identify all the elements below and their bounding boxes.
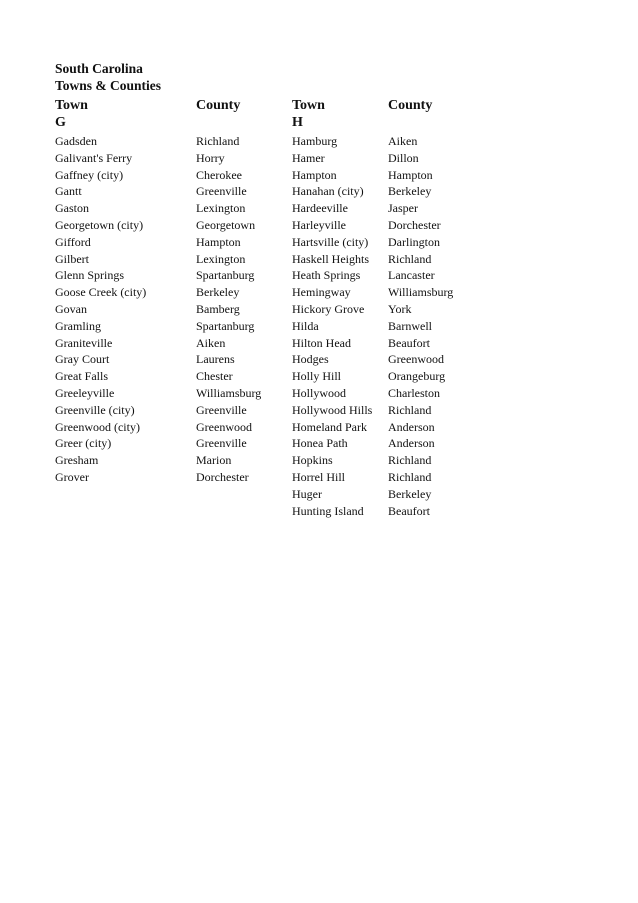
- h-county-cell: Beaufort: [388, 335, 430, 350]
- h-county-cell: Richland: [388, 251, 432, 266]
- header-town-right: Town: [292, 98, 325, 113]
- g-county-cell: Berkeley: [196, 285, 240, 300]
- document-subtitle: Towns & Counties: [55, 78, 162, 93]
- header-county-right: County: [388, 98, 433, 113]
- h-county-cell: Barnwell: [388, 318, 432, 333]
- g-county-cell: Lexington: [196, 201, 246, 216]
- g-town-cell: Glenn Springs: [55, 268, 124, 283]
- h-town-cell: Harleyville: [292, 217, 346, 232]
- header-county-left: County: [196, 98, 241, 113]
- g-town-cell: Graniteville: [55, 335, 113, 350]
- h-town-cell: Holly Hill: [292, 369, 342, 384]
- h-town-cell: Hollywood Hills: [292, 402, 373, 417]
- h-town-cell: Hodges: [292, 352, 329, 367]
- g-county-cell: Hampton: [196, 234, 241, 249]
- g-county-cell: Marion: [196, 453, 232, 468]
- g-town-cell: Govan: [55, 301, 87, 316]
- h-town-cell: Hemingway: [292, 285, 351, 300]
- g-town-cell: Gilbert: [55, 251, 89, 266]
- g-town-cell: Great Falls: [55, 369, 108, 384]
- h-town-cell: Hanahan (city): [292, 184, 364, 199]
- g-town-cell: Greenville (city): [55, 402, 135, 417]
- h-county-cell: Richland: [388, 402, 432, 417]
- h-county-cell: Lancaster: [388, 268, 435, 283]
- h-county-cell: Richland: [388, 469, 432, 484]
- g-county-cell: Aiken: [196, 335, 226, 350]
- h-county-cell: Williamsburg: [388, 285, 454, 300]
- h-town-cell: Haskell Heights: [292, 251, 369, 266]
- g-town-cell: Galivant's Ferry: [55, 150, 133, 165]
- h-town-cell: Homeland Park: [292, 419, 367, 434]
- h-county-cell: Richland: [388, 453, 432, 468]
- h-town-cell: Hunting Island: [292, 503, 364, 518]
- g-towns-column: [55, 133, 146, 486]
- h-town-cell: Hardeeville: [292, 201, 348, 216]
- g-county-cell: Cherokee: [196, 167, 242, 182]
- h-county-cell: Aiken: [388, 134, 418, 148]
- h-county-cell: Jasper: [388, 201, 418, 216]
- g-county-cell: Greenville: [196, 184, 247, 199]
- g-town-cell: Georgetown (city): [55, 217, 144, 232]
- h-town-cell: Hilda: [292, 318, 319, 333]
- g-county-cell: Dorchester: [196, 469, 249, 484]
- g-county-cell: Horry: [196, 150, 225, 165]
- g-county-cell: Greenville: [196, 436, 247, 451]
- g-county-cell: Spartanburg: [196, 318, 255, 333]
- g-town-cell: Gresham: [55, 453, 99, 468]
- h-towns-column: [292, 133, 372, 519]
- g-counties-column: [196, 133, 261, 486]
- g-county-cell: Georgetown: [196, 217, 256, 232]
- g-county-cell: Greenwood: [196, 419, 252, 434]
- h-town-cell: Horrel Hill: [292, 469, 345, 484]
- h-town-cell: Hollywood: [292, 385, 346, 400]
- state-title: South Carolina: [55, 61, 143, 76]
- g-county-cell: Spartanburg: [196, 268, 255, 283]
- g-county-cell: Laurens: [196, 352, 235, 367]
- g-town-cell: Grover: [55, 469, 89, 484]
- h-town-cell: Huger: [292, 486, 322, 501]
- g-town-cell: Gadsden: [55, 134, 97, 148]
- h-county-cell: Berkeley: [388, 184, 432, 199]
- h-county-cell: York: [388, 301, 412, 316]
- g-town-cell: Gramling: [55, 318, 101, 333]
- section-letter-g: G: [55, 115, 66, 130]
- h-county-cell: Anderson: [388, 419, 435, 434]
- g-county-cell: Richland: [196, 134, 240, 148]
- h-county-cell: Hampton: [388, 167, 433, 182]
- g-town-cell: Gaston: [55, 201, 89, 216]
- g-town-cell: Greenwood (city): [55, 419, 140, 434]
- h-town-cell: Hartsville (city): [292, 234, 369, 249]
- g-town-cell: Gantt: [55, 184, 82, 199]
- g-county-cell: Chester: [196, 369, 233, 384]
- g-town-cell: Gaffney (city): [55, 167, 124, 182]
- h-town-cell: Hickory Grove: [292, 301, 365, 316]
- g-county-cell: Bamberg: [196, 301, 240, 316]
- h-county-cell: Charleston: [388, 385, 440, 400]
- h-town-cell: Honea Path: [292, 436, 348, 451]
- g-town-cell: Goose Creek (city): [55, 285, 147, 300]
- g-town-cell: Greer (city): [55, 436, 112, 451]
- h-town-cell: Heath Springs: [292, 268, 361, 283]
- g-county-cell: Greenville: [196, 402, 247, 417]
- title-block: [55, 60, 161, 94]
- section-letter-h: H: [292, 115, 303, 130]
- h-county-cell: Orangeburg: [388, 369, 446, 384]
- h-counties-column: [388, 133, 453, 519]
- h-town-cell: Hamer: [292, 150, 325, 165]
- g-county-cell: Lexington: [196, 251, 246, 266]
- g-county-cell: Williamsburg: [196, 385, 262, 400]
- g-town-cell: Gray Court: [55, 352, 110, 367]
- h-county-cell: Darlington: [388, 234, 440, 249]
- h-county-cell: Berkeley: [388, 486, 432, 501]
- h-county-cell: Anderson: [388, 436, 435, 451]
- h-town-cell: Hamburg: [292, 134, 338, 148]
- g-town-cell: Gifford: [55, 234, 91, 249]
- h-town-cell: Hilton Head: [292, 335, 351, 350]
- h-county-cell: Dillon: [388, 150, 419, 165]
- g-town-cell: Greeleyville: [55, 385, 115, 400]
- header-town-left: Town: [55, 98, 88, 113]
- h-town-cell: Hopkins: [292, 453, 333, 468]
- h-county-cell: Dorchester: [388, 217, 441, 232]
- h-county-cell: Greenwood: [388, 352, 444, 367]
- h-town-cell: Hampton: [292, 167, 337, 182]
- h-county-cell: Beaufort: [388, 503, 430, 518]
